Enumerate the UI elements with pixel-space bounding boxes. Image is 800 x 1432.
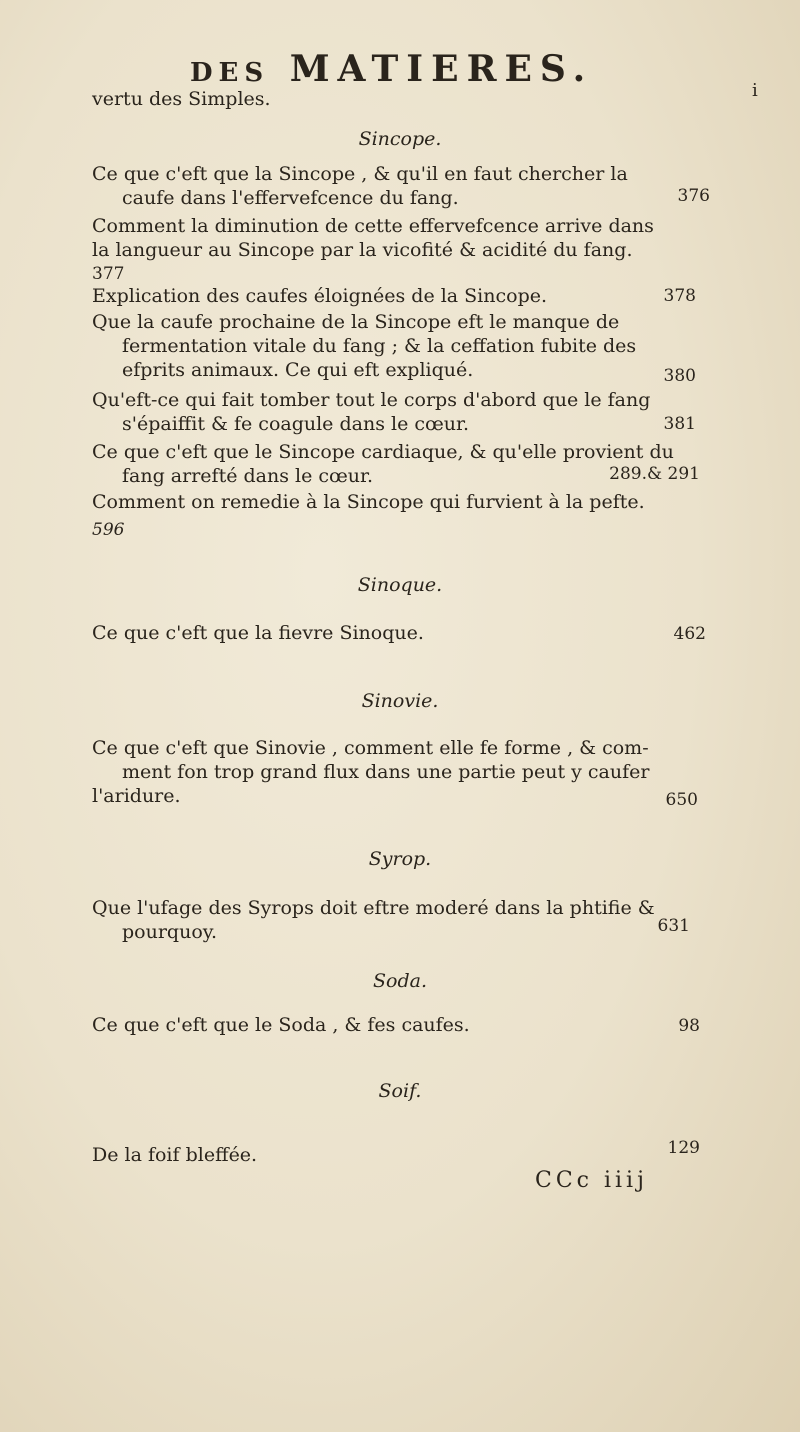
entry: Explication des caufes éloignées de la Sincope.	[92, 285, 548, 307]
entry: Comment la diminution de cette effervefcence arrive dans la langueur au Sincope par la vicofité & acidité du fang.	[92, 215, 654, 261]
entry: Ce que c'eft que le Sincope cardiaque, & qu'elle provient du fang arrefté dans le cœur.	[92, 441, 674, 487]
entry: Comment on remedie à la Sincope qui furvient à la pefte.	[92, 491, 645, 513]
page-ref: 289.& 291	[609, 464, 700, 484]
section-heading-sincope: Sincope.	[358, 128, 442, 150]
page-ref: 98	[678, 1016, 700, 1036]
page-ref: 650	[665, 790, 698, 810]
running-head	[190, 48, 593, 90]
entry: Ce que c'eft que la fievre Sinoque.	[92, 622, 424, 644]
page-ref: 129	[667, 1138, 700, 1158]
section-heading-sinoque: Sinoque.	[357, 574, 443, 596]
section-heading-sinovie: Sinovie.	[361, 690, 439, 712]
section-heading-soda: Soda.	[373, 970, 427, 992]
signature-mark: CCc iiij	[535, 1168, 648, 1193]
running-head-prefix: DES	[190, 58, 270, 88]
entry: Qu'eft-ce qui fait tomber tout le corps d'abord que le fang s'épaiffit & fe coagule dans le cœur.	[92, 389, 651, 435]
entry: Ce que c'eft que la Sincope , & qu'il en faut chercher la caufe dans l'effervefcence du fang.	[92, 163, 628, 209]
page-ref: 377	[92, 264, 125, 284]
page-ref: 376	[677, 186, 710, 206]
entry: Que l'ufage des Syrops doit eftre moderé dans la phtifie & pourquoy.	[92, 897, 655, 943]
page-ref: 378	[663, 286, 696, 306]
entry: Ce que c'eft que Sinovie , comment elle fe forme , & com- ment fon trop grand flux dans une partie peut y caufer l'aridure.	[92, 737, 650, 807]
continuation-line: vertu des Simples.	[92, 88, 271, 110]
section-heading-syrop: Syrop.	[368, 848, 432, 870]
page-ref: 380	[663, 366, 696, 386]
page-ref: 631	[657, 916, 690, 936]
section-heading-soif: Soif.	[378, 1080, 422, 1102]
entry: Que la caufe prochaine de la Sincope eft le manque de fermentation vitale du fang ; & la ceffation fubite des efprits animaux. Ce qui eft expliqué.	[92, 311, 637, 381]
page-number: i	[752, 80, 758, 101]
entry: Ce que c'eft que le Soda , & fes caufes.	[92, 1014, 470, 1036]
page-ref: 462	[673, 624, 706, 644]
page-ref: 596	[92, 520, 125, 540]
page-ref: 381	[663, 414, 696, 434]
running-head-title: MATIERES.	[289, 48, 594, 90]
entry: De la foif bleffée.	[92, 1144, 258, 1166]
